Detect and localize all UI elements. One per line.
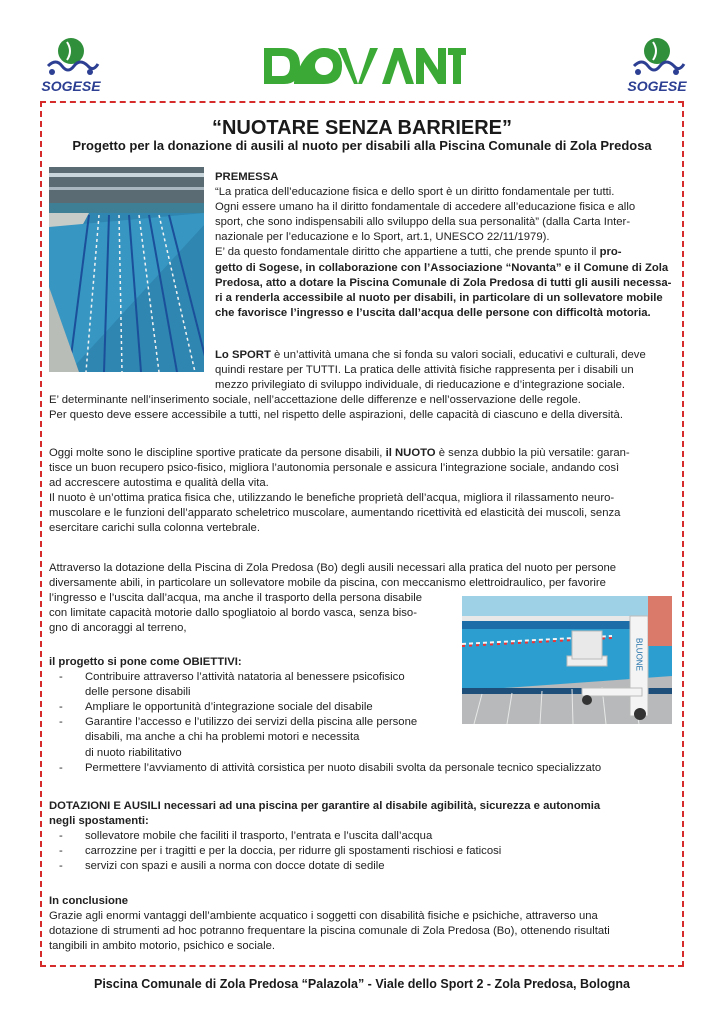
premessa-line: “La pratica dell’educazione fisica e dello sport è un diritto fondamentale per tutti. [215,186,615,199]
premessa-bold-line: getto di Sogese, in collaborazione con l’Associazione “Novanta” e il Comune di Zola [215,261,669,274]
dotazione-line: gno di ancoraggi al terreno, [49,622,187,635]
conclusione-line: tangibili in ambito motorio, psichico e sociale. [49,940,276,953]
list-item-text: delle persone disabili [85,686,191,699]
ausili-list [49,829,689,874]
list-item-text: - Contribuire attraverso l’attività natatoria al benessere psicofisico [85,671,405,684]
premessa-bold: pro- [599,246,622,259]
list-item: - sollevatore mobile che faciliti il trasporto, l’entrata e l’uscita dall’acqua [49,829,689,844]
premessa-line: nazionale per l’educazione e lo Sport, art.1, UNESCO 22/11/1979). [215,231,550,244]
premessa-block [215,170,685,321]
nuoto-line: Oggi molte sono le discipline sportive praticate da persone disabili, [49,447,386,459]
list-item-text: - Garantire l’accesso e l’utilizzo dei servizi della piscina alle persone [85,716,418,729]
dotazione-line: l’ingresso e l’uscita dall’acqua, ma anche il trasporto della persona disabile [49,592,423,605]
nuoto-line: ad accrescere autostima e qualità della vita. [49,477,269,490]
obiettivi-block [49,655,689,776]
list-item-text: disabili, ma anche a chi ha problemi motori e necessita [85,731,360,744]
sogese-logo-left [36,34,106,98]
list-item-text: - Ampliare le opportunità d’integrazione sociale del disabile [85,701,373,714]
sport-line: E’ determinante nell’inserimento sociale, nell’accettazione delle differenze e nell’osservazione delle regole. [49,394,581,406]
pool-photo [49,167,204,372]
ausili-heading: DOTAZIONI E AUSILI necessari ad una piscina per garantire al disabile agibilità, sicurezza e autonomia [49,800,601,812]
premessa-line: Ogni essere umano ha il diritto fondamentale di accedere all’educazione fisica e allo [215,201,636,214]
premessa-bold-line: ri a renderla accessibile al nuoto per disabili, in particolare di un sollevatore mobile [215,291,663,304]
premessa-line: E’ da questo fondamentale diritto che appartiene a tutti, che prende spunto il [215,246,600,259]
obiettivi-list [49,670,689,776]
page-title: “NUOTARE SENZA BARRIERE” [211,117,512,139]
novanta-logo [258,42,468,90]
conclusione-line: Grazie agli enormi vantaggi dell’ambiente acquatico i soggetti con disabilità fisiche e psichiche, attraverso una [49,910,598,923]
list-item [49,761,689,776]
footer-address: Piscina Comunale di Zola Predosa “Palazola” - Viale dello Sport 2 - Zola Predosa, Bologna [93,977,630,991]
list-item [49,715,689,760]
conclusione-line: dotazione di strumenti ad hoc potranno frequentare la piscina comunale di Zola Predosa (Bo), ottenendo risultati [49,925,610,938]
sogese-logo-right [622,34,692,98]
nuoto-line: esercitare carichi sulla colonna vertebrale. [49,522,260,535]
nuoto-line: è senza dubbio la più versatile: garan- [435,447,630,459]
lift-brand-text: BLUONE [634,638,644,671]
nuoto-line: Il nuoto è un’ottima pratica fisica che, utilizzando le benefiche proprietà dell’acqua, migliora il rilassamento neuro- [49,492,615,505]
premessa-line: sport, che sono indispensabili allo sviluppo della sua personalità” (dalla Carta Inter- [215,216,631,229]
premessa-heading: PREMESSA [215,171,279,183]
list-item: - carrozzine per i tragitti e per la doccia, per ridurre gli spostamenti rischiosi e faticosi [49,844,689,859]
sport-block-top [215,348,685,393]
sport-line: Per questo deve essere accessibile a tutti, nel rispetto delle aspirazioni, delle capacità di ciascuno e della diversità. [49,409,623,422]
sport-line: quindi restare per TUTTI. La pratica delle attività fisiche rappresenta per i disabili un [215,364,634,377]
premessa-bold-line: che favorisce l’ingresso e l’uscita dall’acqua delle persone con difficoltà motoria. [215,306,651,319]
nuoto-bold: il NUOTO [385,447,436,459]
list-item [49,700,689,715]
sport-block-bottom [49,393,689,423]
dotazione-line: diversamente abili, in particolare un sollevatore mobile da piscina, con meccanismo elettroidraulico, per favorire [49,577,606,590]
list-item [49,670,689,700]
list-item-text: di nuoto riabilitativo [85,746,182,759]
list-item-text: - Permettere l’avviamento di attività corsistica per nuoto disabili svolta da personale tecnico specializzato [85,761,602,774]
conclusione-block [49,894,689,954]
list-item: - servizi con spazi e ausili a norma con docce dotate di sedile [49,859,689,874]
dotazione-line: con limitate capacità motorie dallo spogliatoio al bordo vasca, senza biso- [49,607,417,620]
sport-bold: Lo SPORT [215,349,271,361]
conclusione-heading: In conclusione [49,895,129,907]
sport-line: mezzo privilegiato di sviluppo individuale, di rieducazione e d’integrazione sociale. [215,379,626,392]
obiettivi-heading: il progetto si pone come OBIETTIVI: [49,656,242,668]
premessa-bold-line: Predosa, atto a dotare la Piscina Comunale di Zola Predosa di tutti gli ausili necessa- [215,276,672,289]
ausili-heading: negli spostamenti: [49,815,149,828]
page-subtitle: Progetto per la donazione di ausili al nuoto per disabili alla Piscina Comunale di Zola Predosa [72,138,652,153]
nuoto-line: tisce un buon recupero psico-fisico, migliora l’autonomia personale e assicura l’integrazione sociale, andando così [49,462,620,475]
nuoto-block [49,446,689,537]
nuoto-line: muscolare e le funzioni dell’apparato scheletrico muscolare, aumentando ricettività ed elasticità dei muscoli, senza [49,507,621,520]
sogese-logo-text: SOGESE [627,78,687,94]
sport-line: è un’attività umana che si fonda su valori sociali, educativi e culturali, deve [270,349,646,361]
dotazione-line: Attraverso la dotazione della Piscina di Zola Predosa (Bo) degli ausili necessari alla pratica del nuoto per persone [49,562,617,574]
sogese-logo-text: SOGESE [41,78,101,94]
ausili-block [49,799,689,874]
